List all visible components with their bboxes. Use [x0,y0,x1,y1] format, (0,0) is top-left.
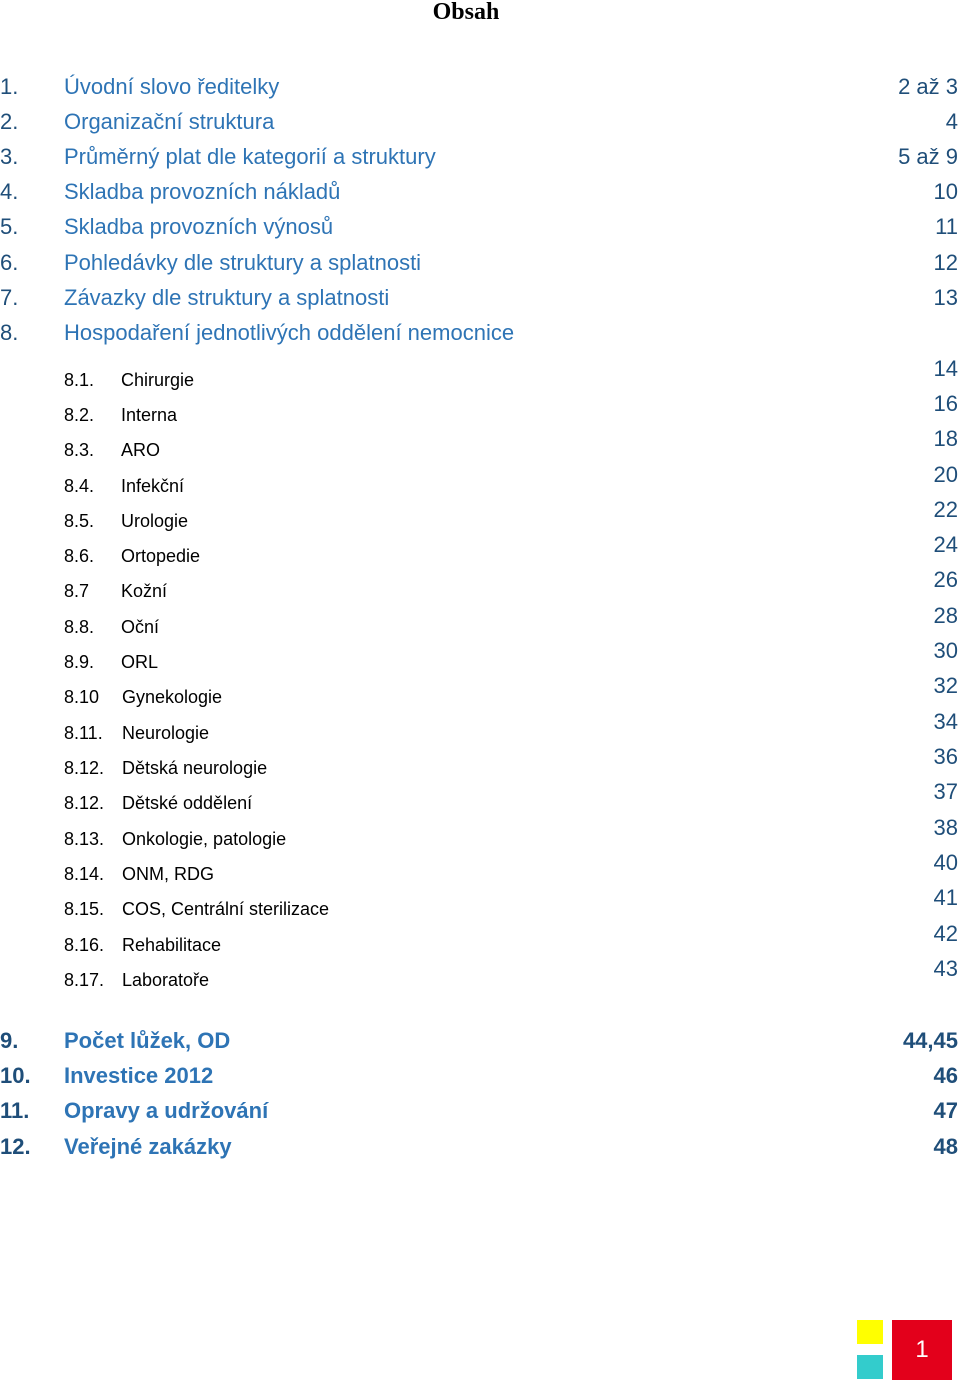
toc-page: 5 až 9 [898,144,958,169]
toc-number: 8.9. [64,652,95,672]
toc-subentry[interactable] [0,921,958,957]
toc-label: Infekční [121,476,185,496]
toc-entry[interactable] [0,72,958,102]
toc-page: 30 [933,638,958,663]
toc-page: 43 [933,956,958,981]
toc-number: 8.6. [64,546,95,566]
toc-subentry[interactable] [0,885,958,921]
toc-subentry[interactable] [0,426,958,462]
toc-label: ARO [121,440,161,460]
toc-page: 11 [935,214,958,239]
toc-number: 10. [0,1063,31,1088]
toc-label: Urologie [121,511,189,531]
toc-entry[interactable] [0,1132,958,1162]
toc-subentry[interactable] [0,673,958,709]
toc-number: 9. [0,1028,19,1053]
toc-number: 2. [0,109,19,134]
toc-entry[interactable] [0,248,958,278]
toc-label: Rehabilitace [122,935,222,955]
toc-number: 8.3. [64,440,95,460]
toc-number: 8.17. [64,970,105,990]
toc-page: 38 [933,815,958,840]
toc-page: 47 [933,1098,958,1123]
toc-subentry[interactable] [0,638,958,674]
toc-entry[interactable] [0,142,958,172]
toc-label: Závazky dle struktury a splatnosti [64,285,390,310]
toc-number: 8.14. [64,864,105,884]
toc-page: 22 [933,497,958,522]
toc-label: Veřejné zakázky [64,1134,232,1159]
toc-entry[interactable] [0,318,958,348]
toc-subentry[interactable] [0,356,958,392]
toc-number: 4. [0,179,19,204]
toc-subentry[interactable] [0,956,958,992]
toc-number: 8.7 [64,581,90,601]
toc-label: Kožní [121,581,168,601]
toc-subentry[interactable] [0,391,958,427]
toc-label: Ortopedie [121,546,201,566]
toc-number: 8.12. [64,793,105,813]
toc-page: 20 [933,462,958,487]
toc-page: 42 [933,921,958,946]
toc-number: 8.12. [64,758,105,778]
toc-page: 48 [933,1134,958,1159]
toc-label: Chirurgie [121,370,195,390]
toc-label: Gynekologie [122,687,223,707]
toc-page: 18 [933,426,958,451]
toc-number: 5. [0,214,19,239]
page-title: Obsah [432,0,500,25]
toc-entry[interactable] [0,107,958,137]
toc-subentry[interactable] [0,532,958,568]
toc-page: 14 [933,356,958,381]
toc-label: Úvodní slovo ředitelky [64,74,280,99]
toc-page: 46 [933,1063,958,1088]
toc-label: COS, Centrální sterilizace [122,899,330,919]
toc-number: 12. [0,1134,31,1159]
toc-subentry[interactable] [0,815,958,851]
toc-label: Průměrný plat dle kategorií a struktury [64,144,436,169]
toc-label: Skladba provozních nákladů [64,179,341,204]
toc-label: Organizační struktura [64,109,275,134]
toc-page: 2 až 3 [898,74,958,99]
toc-label: Skladba provozních výnosů [64,214,334,239]
toc-label: Pohledávky dle struktury a splatnosti [64,250,422,275]
toc-number: 8.10 [64,687,100,707]
toc-subentry[interactable] [0,850,958,886]
toc-number: 8.1. [64,370,95,390]
decorative-square-yellow [857,1320,883,1344]
toc-number: 8.16. [64,935,105,955]
toc-number: 8.2. [64,405,95,425]
toc-page: 34 [933,709,958,734]
toc-subentry[interactable] [0,567,958,603]
toc-page: 26 [933,567,958,592]
toc-entry[interactable] [0,1061,958,1091]
decorative-square-cyan [857,1355,883,1379]
toc-number: 8.13. [64,829,105,849]
toc-page: 4 [945,109,958,134]
toc-page: 28 [933,603,958,628]
toc-page: 13 [933,285,958,310]
toc-subentry[interactable] [0,462,958,498]
toc-number: 3. [0,144,19,169]
toc-page: 44,45 [902,1028,958,1053]
toc-entry[interactable] [0,1096,958,1126]
toc-subentry[interactable] [0,779,958,815]
toc-label: Interna [121,405,178,425]
toc-label: ORL [121,652,159,672]
toc-number: 6. [0,250,19,275]
toc-number: 7. [0,285,19,310]
toc-number: 8.11. [64,723,103,743]
page-number-badge: 1 [892,1320,952,1380]
toc-number: 8.15. [64,899,105,919]
toc-entry[interactable] [0,283,958,313]
toc-subentry[interactable] [0,497,958,533]
toc-label: Opravy a udržování [64,1098,269,1123]
toc-label: Počet lůžek, OD [64,1028,231,1053]
toc-page: 32 [933,673,958,698]
toc-label: Neurologie [122,723,210,743]
toc-subentry[interactable] [0,709,958,745]
toc-label: Dětská neurologie [122,758,268,778]
toc-page: 41 [933,885,958,910]
toc-entry[interactable] [0,212,958,242]
toc-number: 1. [0,74,19,99]
toc-label: Oční [121,617,160,637]
toc-label: ONM, RDG [122,864,214,884]
toc-entry[interactable] [0,177,958,207]
toc-page: 16 [933,391,958,416]
toc-label: Laboratoře [122,970,210,990]
toc-label: Investice 2012 [64,1063,214,1088]
toc-page: 40 [933,850,958,875]
toc-page: 37 [933,779,958,804]
toc-number: 8.5. [64,511,95,531]
toc-page: 36 [933,744,958,769]
toc-number: 8.8. [64,617,95,637]
toc-page: 24 [933,532,958,557]
toc-label: Hospodaření jednotlivých oddělení nemocnice [64,320,515,345]
toc-number: 11. [0,1098,30,1123]
toc-entry[interactable] [0,1026,958,1056]
toc-page: 12 [933,250,958,275]
toc-page: 10 [933,179,958,204]
toc-label: Onkologie, patologie [122,829,287,849]
toc-subentry[interactable] [0,603,958,639]
toc-number: 8. [0,320,19,345]
toc-number: 8.4. [64,476,95,496]
toc-subentry[interactable] [0,744,958,780]
toc-label: Dětské oddělení [122,793,253,813]
